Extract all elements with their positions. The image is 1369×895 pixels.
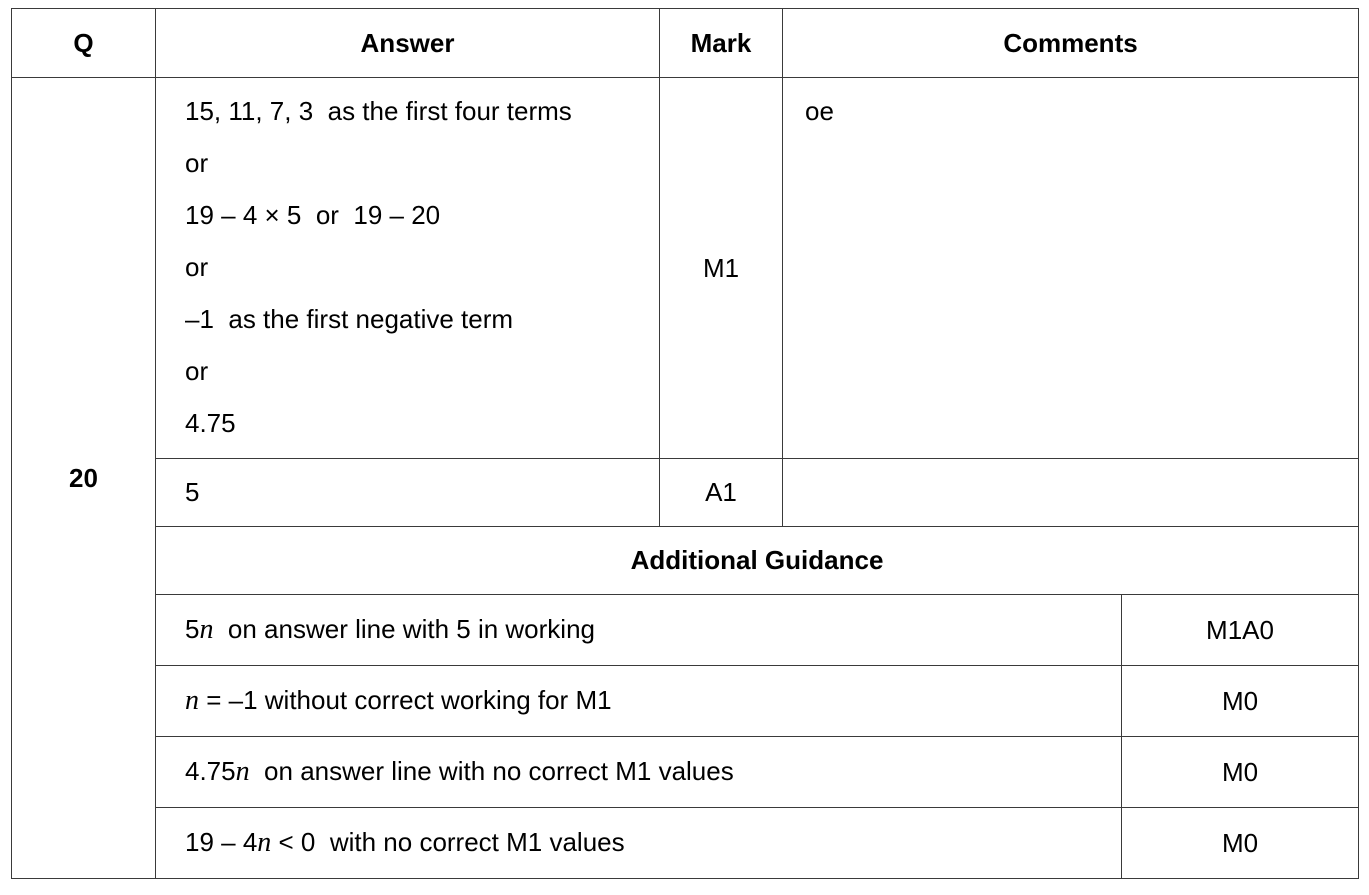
variable-n: n — [199, 614, 214, 645]
guidance-mark: M0 — [1122, 737, 1359, 808]
guidance-text: 5n on answer line with 5 in working — [156, 595, 1122, 666]
answer-row-m1 — [12, 78, 1359, 459]
mark-scheme-page — [11, 8, 1358, 885]
mark-scheme-table — [11, 8, 1359, 879]
guidance-mark: M0 — [1122, 666, 1359, 737]
header-q: Q — [12, 9, 156, 78]
guidance-mark: M0 — [1122, 808, 1359, 879]
guidance-mark: M1A0 — [1122, 595, 1359, 666]
header-row — [12, 9, 1359, 78]
guidance-row — [12, 808, 1359, 879]
answer-row-a1 — [12, 459, 1359, 527]
guidance-row — [12, 737, 1359, 808]
guidance-text: 19 – 4n < 0 with no correct M1 values — [156, 808, 1122, 879]
question-number: 20 — [12, 78, 156, 879]
comment-cell-m1: oe — [783, 78, 1359, 459]
answer-line: 15, 11, 7, 3 as the first four terms — [185, 96, 572, 126]
answer-line: 4.75 — [185, 408, 236, 438]
guidance-text: n = –1 without correct working for M1 — [156, 666, 1122, 737]
answer-cell-m1 — [156, 78, 660, 459]
answer-line: or — [185, 356, 209, 386]
header-answer: Answer — [156, 9, 660, 78]
variable-n: n — [185, 685, 199, 716]
answer-line: or — [185, 252, 209, 282]
answer-line: 19 – 4 × 5 or 19 – 20 — [185, 200, 441, 230]
variable-n: n — [235, 756, 250, 787]
answer-cell-a1: 5 — [156, 459, 660, 527]
mark-cell-m1: M1 — [660, 78, 783, 459]
variable-n: n — [257, 827, 272, 858]
guidance-text: 4.75n on answer line with no correct M1 values — [156, 737, 1122, 808]
answer-line: or — [185, 148, 209, 178]
answer-line: –1 as the first negative term — [185, 304, 514, 334]
guidance-row — [12, 666, 1359, 737]
mark-cell-a1: A1 — [660, 459, 783, 527]
comment-cell-a1 — [783, 459, 1359, 527]
header-mark: Mark — [660, 9, 783, 78]
guidance-title: Additional Guidance — [156, 527, 1359, 595]
guidance-header-row — [12, 527, 1359, 595]
header-comments: Comments — [783, 9, 1359, 78]
guidance-row — [12, 595, 1359, 666]
